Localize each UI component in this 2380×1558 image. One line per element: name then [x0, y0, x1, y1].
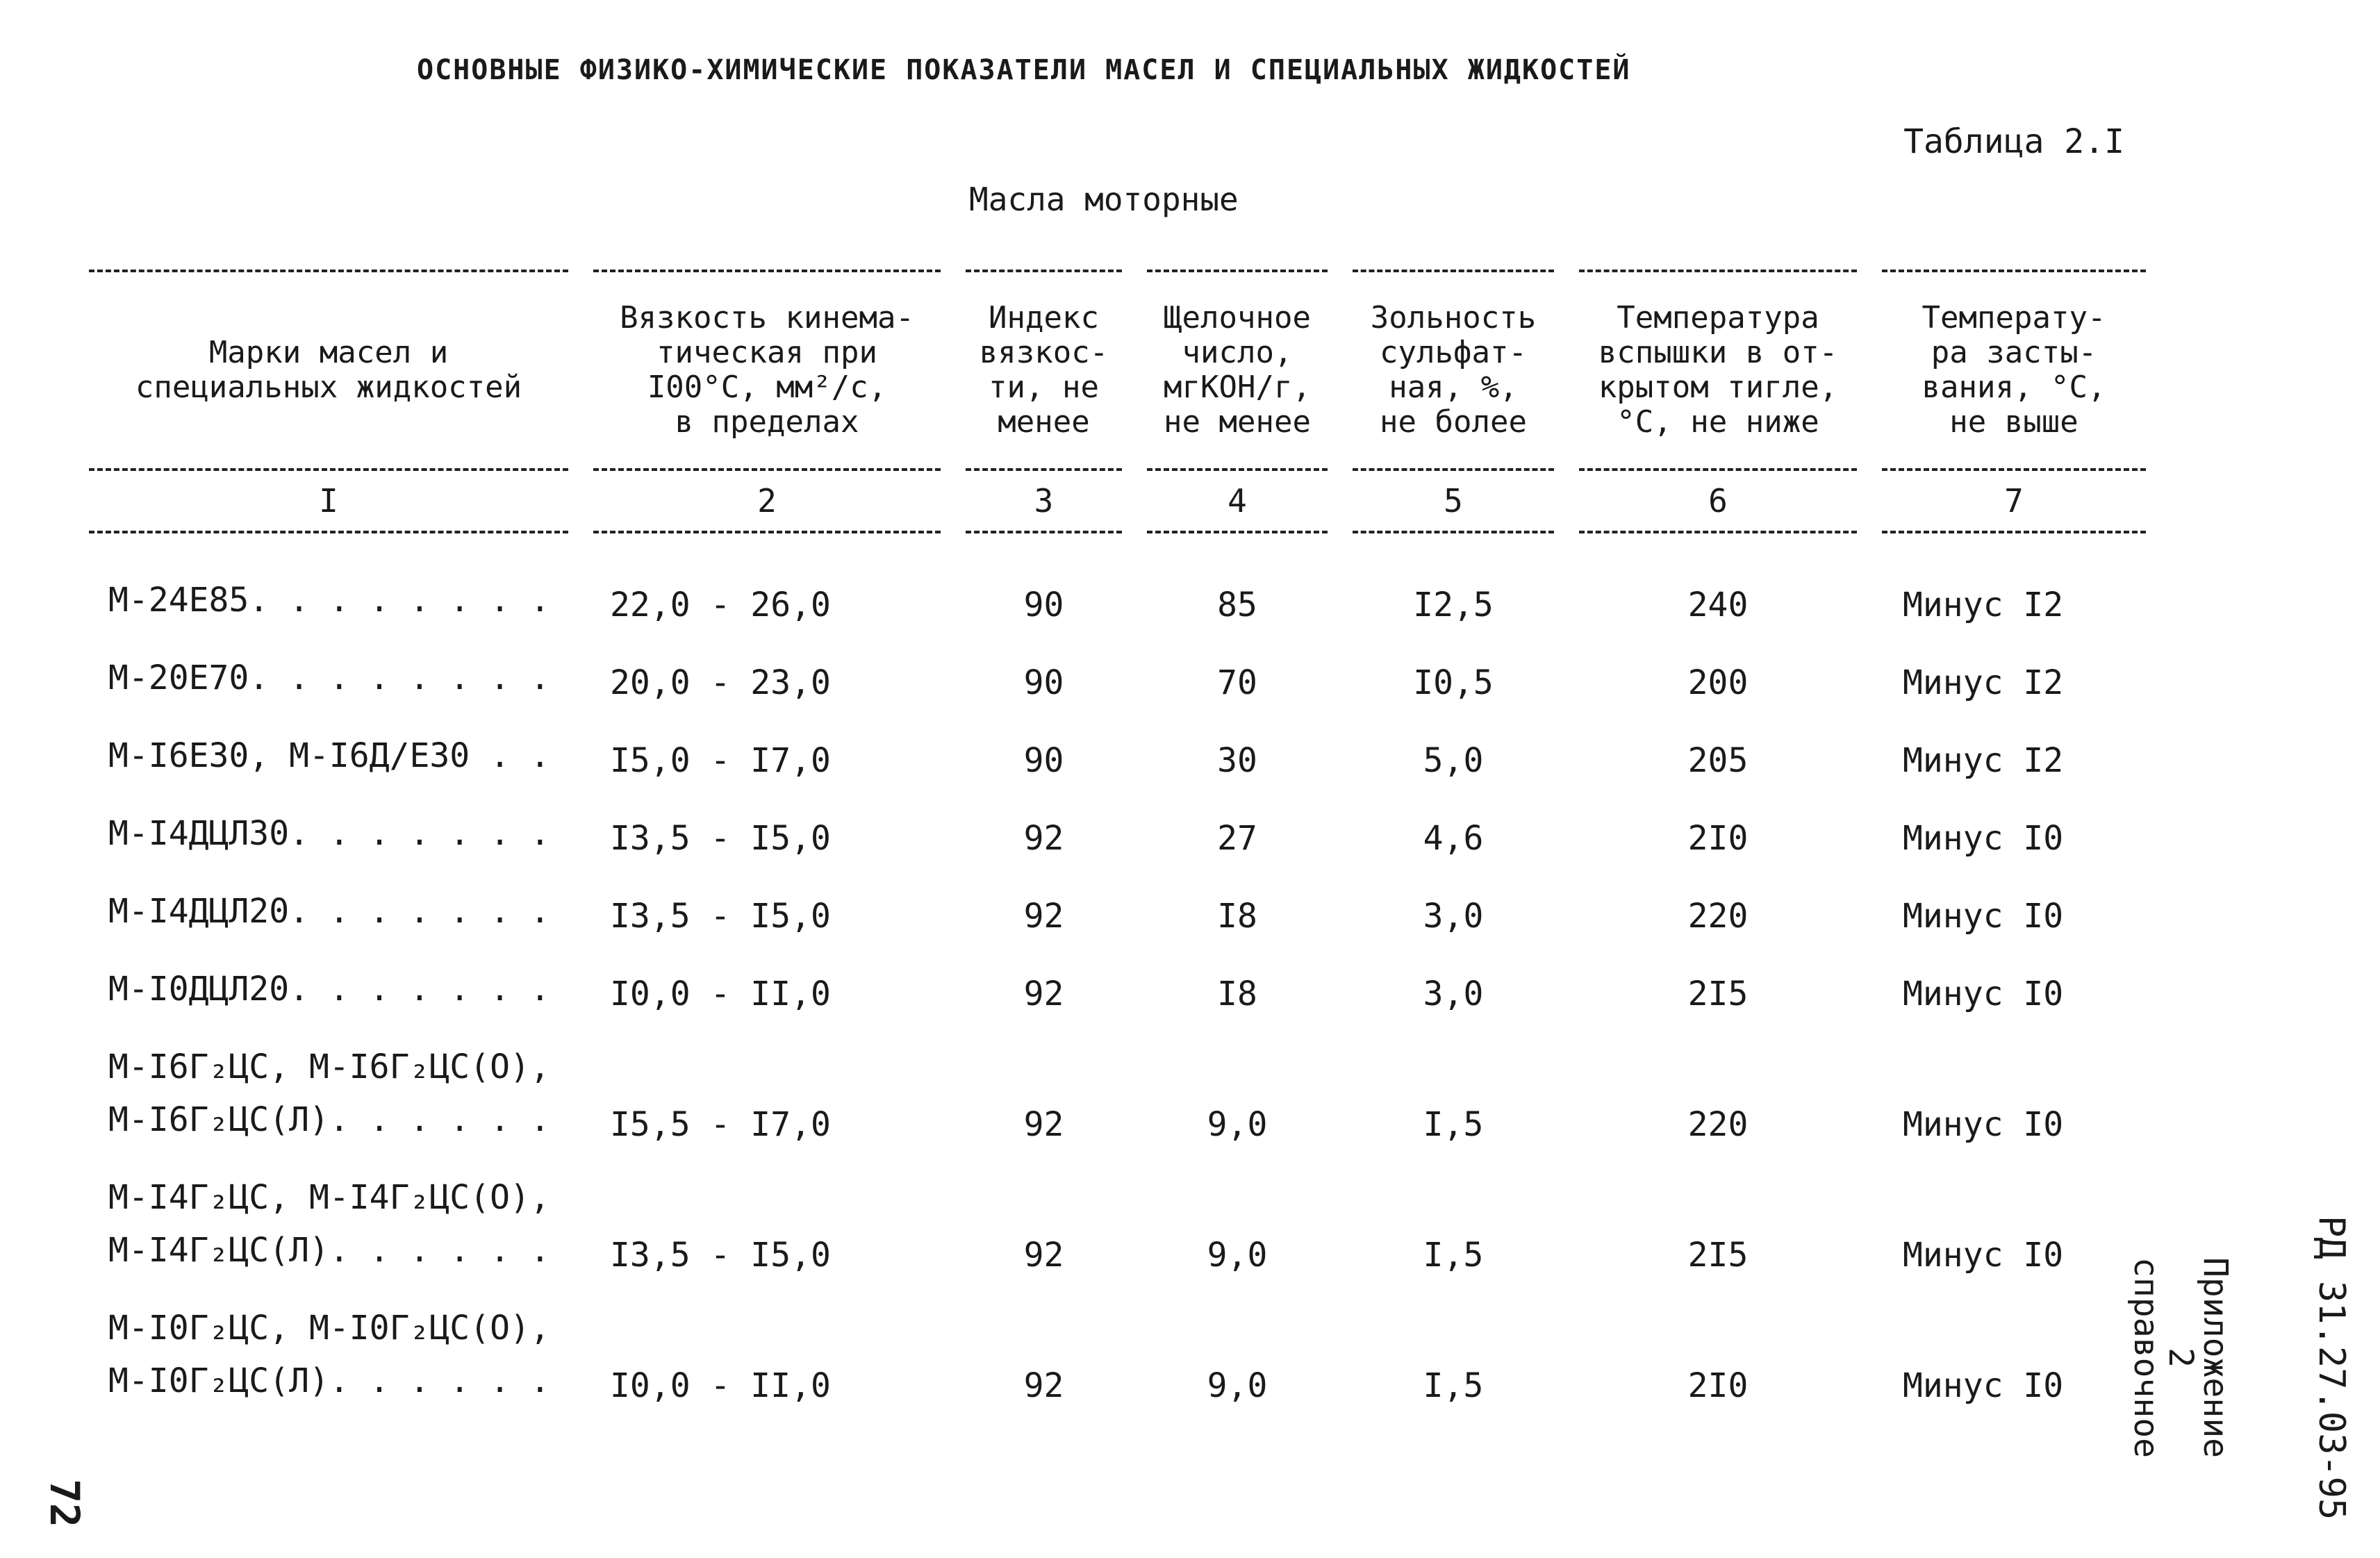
cell-flash-point: 2I0 — [1687, 1366, 1749, 1405]
table-row — [89, 872, 2146, 950]
cell-viscosity-index: 92 — [1023, 1366, 1064, 1405]
cell-sulfated-ash: 3,0 — [1423, 897, 1484, 936]
table-row — [89, 1159, 2146, 1289]
cell-viscosity: I0,0 - II,0 — [610, 1366, 831, 1405]
cell-base-number: I8 — [1217, 975, 1257, 1013]
page-number: 72 — [40, 1479, 88, 1527]
cell-viscosity: 22,0 - 26,0 — [610, 586, 831, 624]
column-number: I — [89, 471, 568, 533]
cell-grade: М-I6Г₂ЦС, М-I6Г₂ЦС(О), М-I6Г₂ЦС(Л). . . . . . — [108, 1047, 550, 1139]
cell-flash-point: 220 — [1687, 1105, 1749, 1144]
column-number: 5 — [1353, 471, 1554, 533]
cell-base-number: 27 — [1217, 819, 1257, 858]
cell-viscosity: I5,5 - I7,0 — [610, 1105, 831, 1144]
cell-pour-point: Минус I0 — [1903, 1366, 2064, 1405]
cell-viscosity-index: 92 — [1023, 897, 1064, 936]
cell-pour-point: Минус I0 — [1903, 1105, 2064, 1144]
cell-sulfated-ash: I0,5 — [1413, 663, 1494, 702]
cell-pour-point: Минус I0 — [1903, 819, 2064, 858]
cell-base-number: 9,0 — [1207, 1105, 1268, 1144]
header-viscosity-index: Индекс вязкос- ти, не менее — [966, 270, 1122, 471]
cell-grade: М-I6Е30, М-I6Д/Е30 . . — [108, 736, 550, 775]
header-sulfated-ash: Зольность сульфат- ная, %, не более — [1353, 270, 1554, 471]
cell-viscosity-index: 92 — [1023, 1236, 1064, 1275]
cell-base-number: 9,0 — [1207, 1236, 1268, 1275]
table-row — [89, 795, 2146, 872]
cell-base-number: 85 — [1217, 586, 1257, 624]
cell-grade: М-I0Г₂ЦС, М-I0Г₂ЦС(О), М-I0Г₂ЦС(Л). . . . . . — [108, 1309, 550, 1400]
cell-viscosity-index: 90 — [1023, 741, 1064, 780]
cell-grade: М-I4Г₂ЦС, М-I4Г₂ЦС(О), М-I4Г₂ЦС(Л). . . . . . — [108, 1178, 550, 1270]
cell-sulfated-ash: I,5 — [1423, 1105, 1484, 1144]
cell-pour-point: Минус I0 — [1903, 897, 2064, 936]
header-grade: Марки масел и специальных жидкостей — [89, 270, 568, 471]
cell-sulfated-ash: I2,5 — [1413, 586, 1494, 624]
document-title: ОСНОВНЫЕ ФИЗИКО-ХИМИЧЕСКИЕ ПОКАЗАТЕЛИ МАСЕЛ И СПЕЦИАЛЬНЫХ ЖИДКОСТЕЙ — [417, 54, 1631, 86]
table-body — [89, 561, 2146, 1420]
cell-pour-point: Минус I0 — [1903, 975, 2064, 1013]
cell-flash-point: 200 — [1687, 663, 1749, 702]
cell-base-number: 9,0 — [1207, 1366, 1268, 1405]
cell-pour-point: Минус I2 — [1903, 741, 2064, 780]
header-pour-point: Температу- ра засты- вания, °C, не выше — [1882, 270, 2146, 471]
cell-viscosity: I3,5 - I5,0 — [610, 819, 831, 858]
cell-grade: М-I4ДЦЛ30. . . . . . . — [108, 814, 550, 853]
cell-base-number: 30 — [1217, 741, 1257, 780]
cell-sulfated-ash: 3,0 — [1423, 975, 1484, 1013]
cell-viscosity-index: 92 — [1023, 975, 1064, 1013]
oil-properties-table — [64, 270, 2171, 1420]
column-number: 2 — [593, 471, 941, 533]
header-base-number: Щелочное число, мгКОН/г, не менее — [1147, 270, 1328, 471]
table-subtitle: Масла моторные — [969, 181, 1239, 218]
column-number: 4 — [1147, 471, 1328, 533]
cell-viscosity: 20,0 - 23,0 — [610, 663, 831, 702]
cell-grade: М-24Е85. . . . . . . . — [108, 581, 550, 620]
cell-flash-point: 2I5 — [1687, 975, 1749, 1013]
table-row — [89, 561, 2146, 639]
cell-pour-point: Минус I2 — [1903, 586, 2064, 624]
cell-viscosity-index: 90 — [1023, 586, 1064, 624]
column-number: 6 — [1579, 471, 1857, 533]
table-row — [89, 717, 2146, 795]
cell-sulfated-ash: I,5 — [1423, 1236, 1484, 1275]
table-header-row — [89, 270, 2146, 471]
cell-grade: М-20Е70. . . . . . . . — [108, 658, 550, 697]
cell-viscosity: I3,5 - I5,0 — [610, 1236, 831, 1275]
cell-sulfated-ash: 4,6 — [1423, 819, 1484, 858]
column-number: 3 — [966, 471, 1122, 533]
cell-viscosity: I3,5 - I5,0 — [610, 897, 831, 936]
document-code: РД 31.27.03-95 — [2311, 1216, 2352, 1520]
appendix-label: Приложение 2 справочное — [2126, 1257, 2235, 1458]
cell-base-number: 70 — [1217, 663, 1257, 702]
header-viscosity: Вязкость кинема- тическая при I00°C, мм²/с, в пределах — [593, 270, 941, 471]
spacer-cell — [89, 533, 2146, 561]
table-row — [89, 1289, 2146, 1420]
table-row — [89, 639, 2146, 717]
cell-viscosity-index: 92 — [1023, 1105, 1064, 1144]
column-number: 7 — [1882, 471, 2146, 533]
column-number-row — [89, 471, 2146, 533]
cell-flash-point: 240 — [1687, 586, 1749, 624]
cell-viscosity: I5,0 - I7,0 — [610, 741, 831, 780]
cell-flash-point: 2I5 — [1687, 1236, 1749, 1275]
cell-flash-point: 2I0 — [1687, 819, 1749, 858]
table-row — [89, 950, 2146, 1028]
cell-grade: М-I4ДЦЛ20. . . . . . . — [108, 892, 550, 931]
cell-pour-point: Минус I2 — [1903, 663, 2064, 702]
cell-base-number: I8 — [1217, 897, 1257, 936]
cell-sulfated-ash: 5,0 — [1423, 741, 1484, 780]
table-number: Таблица 2.I — [1903, 122, 2124, 161]
cell-grade: М-I0ДЦЛ20. . . . . . . — [108, 970, 550, 1009]
header-flash-point: Температура вспышки в от- крытом тигле, °C, не ниже — [1579, 270, 1857, 471]
table-row — [89, 1028, 2146, 1159]
cell-flash-point: 205 — [1687, 741, 1749, 780]
cell-viscosity-index: 90 — [1023, 663, 1064, 702]
cell-viscosity-index: 92 — [1023, 819, 1064, 858]
cell-sulfated-ash: I,5 — [1423, 1366, 1484, 1405]
cell-pour-point: Минус I0 — [1903, 1236, 2064, 1275]
cell-viscosity: I0,0 - II,0 — [610, 975, 831, 1013]
cell-flash-point: 220 — [1687, 897, 1749, 936]
spacer-row — [89, 533, 2146, 561]
